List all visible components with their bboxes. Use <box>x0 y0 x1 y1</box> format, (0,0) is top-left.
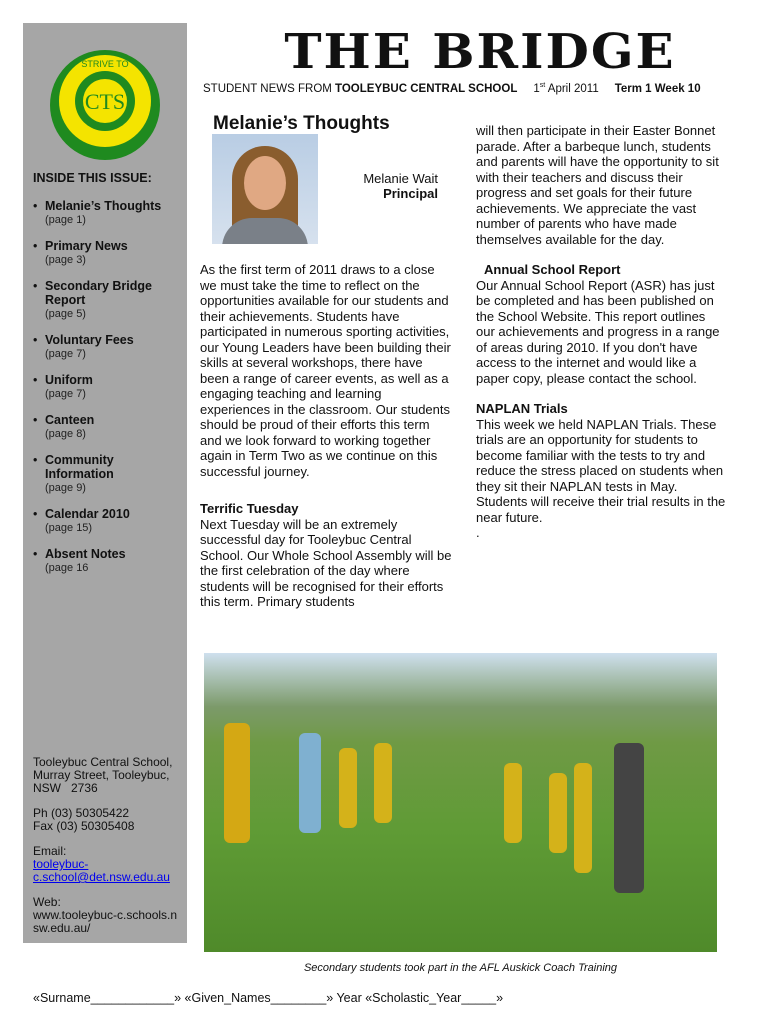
toc-title: • Uniform <box>45 373 93 387</box>
inside-issue-title: INSIDE THIS ISSUE: <box>33 171 152 185</box>
date-day: 1 <box>533 82 540 95</box>
toc-item[interactable] <box>33 413 183 441</box>
toc-title: • Community Information <box>45 453 114 481</box>
section-end-dot: . <box>476 525 480 540</box>
toc-item[interactable] <box>33 453 183 495</box>
date-sup: st <box>539 82 546 89</box>
toc-item[interactable] <box>33 547 183 575</box>
school-name: TOOLEYBUC CENTRAL SCHOOL <box>335 82 518 95</box>
author-name: Melanie Wait <box>363 171 438 186</box>
toc-title: • Calendar 2010 <box>45 507 130 521</box>
table-of-contents <box>33 199 183 587</box>
section-body: Our Annual School Report (ASR) has just be completed and has been published on the School Website. This report outlines our achievements and progress in a range of areas during 2010. If you don't have access to the internet and would like a paper copy, please contact the school. <box>476 277 720 386</box>
email-link[interactable]: tooleybuc-c.school@det.nsw.edu.au <box>33 857 170 884</box>
web-address: www.tooleybuc-c.schools.nsw.edu.au/ <box>33 908 178 935</box>
toc-item[interactable] <box>33 239 183 267</box>
toc-item[interactable] <box>33 199 183 227</box>
web-label: Web: <box>33 895 61 909</box>
section-body: This week we held NAPLAN Trials. These trials are an opportunity for students to become familiar with the tests to try and reduce the stress placed on students when they sit their NAPLAN tests in May. Students will receive their trial results in the near future. <box>476 416 726 525</box>
toc-page: (page 1) <box>45 214 86 226</box>
phone: Ph (03) 50305422 <box>33 806 130 820</box>
principal-photo <box>212 134 318 244</box>
svg-text:CTS: CTS <box>84 89 126 114</box>
toc-page: (page 5) <box>45 308 86 320</box>
sidebar <box>23 23 187 943</box>
toc-page: (page 3) <box>45 254 86 266</box>
address-line: Murray Street, Tooleybuc, <box>33 768 170 782</box>
toc-title: • Canteen <box>45 413 95 427</box>
address-line: NSW 2736 <box>33 781 98 795</box>
author-role: Principal <box>383 186 438 201</box>
school-logo <box>45 43 165 163</box>
email-label: Email: <box>33 844 67 858</box>
section-body-continued: will then participate in their Easter Bonnet parade. After a barbeque lunch, students and parents will have the opportunity to sit with their teachers and discuss their progress and set goals for their future achievements. We appreciate the vast number of parents who have made themselves available for the day. <box>476 123 719 247</box>
masthead-subtitle <box>203 82 701 95</box>
article-heading: Melanie’s Thoughts <box>213 113 390 134</box>
toc-item[interactable] <box>33 507 183 535</box>
toc-title: • Secondary Bridge Report <box>45 279 152 307</box>
article-column-right <box>476 123 726 541</box>
masthead-title: THE BRIDGE <box>284 23 676 80</box>
students-training-photo <box>204 653 717 952</box>
section-heading: NAPLAN Trials <box>476 401 568 416</box>
toc-title: • Primary News <box>45 239 128 253</box>
photo-caption: Secondary students took part in the AFL Auskick Coach Training <box>303 962 618 974</box>
svg-text:DO WELL: DO WELL <box>86 136 124 145</box>
section-heading: Terrific Tuesday <box>200 501 299 516</box>
term-week: Term 1 Week 10 <box>614 82 701 95</box>
toc-title: • Voluntary Fees <box>45 333 134 347</box>
toc-page: (page 7) <box>45 348 86 360</box>
intro-paragraph: As the first term of 2011 draws to a close we must take the time to reflect on the opportunities available for our students and their achievements. Students have participated in numerous sporting activities, our Young Leaders have been building their skills at several workshops, there have been a range of career events, as well as a engaging teaching and learning experiences in the classroom. Our students should be proud of their efforts this term and we look forward to working together again in Term Two as we continue on this successful journey. <box>200 262 451 479</box>
toc-page: (page 15) <box>45 522 93 534</box>
toc-item[interactable] <box>33 373 183 401</box>
issue-date <box>533 83 598 95</box>
subtitle-prefix: STUDENT NEWS FROM <box>203 82 336 95</box>
date-rest: April 2011 <box>545 82 599 95</box>
fax: Fax (03) 50305408 <box>33 819 135 833</box>
article-column-left <box>200 262 452 610</box>
svg-text:STRIVE TO: STRIVE TO <box>81 59 129 69</box>
toc-page: (page 8) <box>45 428 86 440</box>
toc-item[interactable] <box>33 333 183 361</box>
toc-item[interactable] <box>33 279 183 321</box>
toc-page: (page 7) <box>45 388 86 400</box>
address-line: Tooleybuc Central School, <box>33 755 173 769</box>
toc-title: • Absent Notes <box>45 547 126 561</box>
mail-merge-fields: «Surname____________» «Given_Names________» Year «Scholastic_Year_____» <box>33 991 504 1005</box>
toc-page: (page 16 <box>45 562 89 574</box>
school-contact <box>33 756 183 947</box>
section-heading: Annual School Report <box>484 262 621 277</box>
toc-title: • Melanie’s Thoughts <box>45 199 162 213</box>
toc-page: (page 9) <box>45 482 86 494</box>
author-block <box>330 171 438 201</box>
section-body: Next Tuesday will be an extremely successful day for Tooleybuc Central School. Our Whole School Assembly will be the first celebration of the day where students will be recognised for their efforts this term. Primary students <box>200 516 452 609</box>
